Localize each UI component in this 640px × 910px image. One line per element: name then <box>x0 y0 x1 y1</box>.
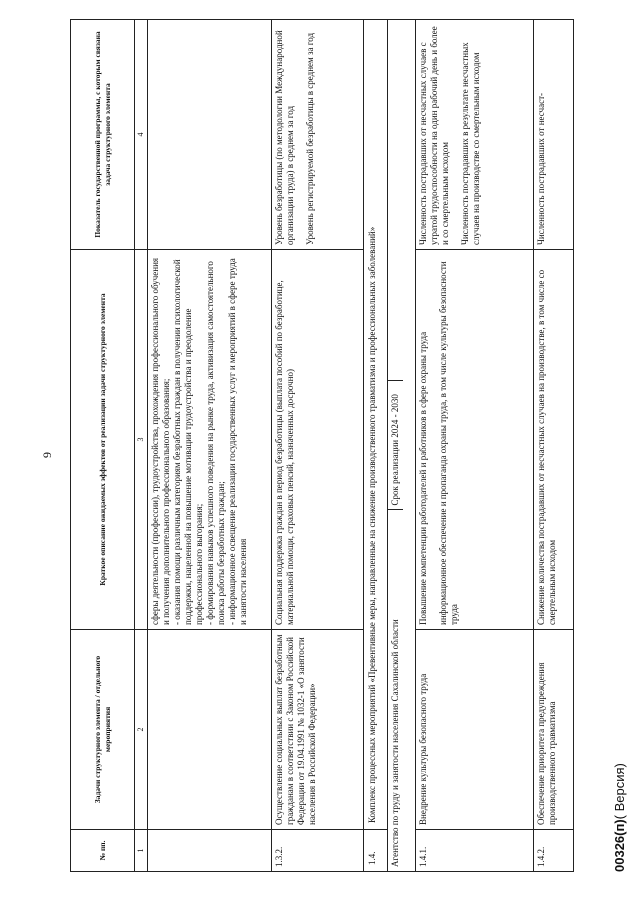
doc-code: 00326(п) <box>612 819 627 872</box>
task-text: Осуществление социальных выплат безработным гражданам в соответствии с Законом Российской Федерации от 19.04.1991 № 1032-1 «О занятости населения в Российской Федерации» <box>271 630 363 830</box>
program-table <box>70 19 574 872</box>
agency-row <box>387 20 415 872</box>
effect-text: информационное обеспечение и пропаганда охраны труда, в том числе культуры безопасности труда <box>437 261 459 625</box>
effect-text: сферы деятельности (профессии), трудоустройства, прохождения профессионального обучения и получения дополнительного профессионального образования; <box>149 257 171 625</box>
agency-cell <box>387 20 415 872</box>
colnum-1: 1 <box>135 830 148 872</box>
task-cell <box>147 630 271 830</box>
indicator-text: Уровень безработицы (по методологии Международной организации труда) в среднем за год <box>273 30 295 245</box>
effect-text: - информационное освещение реализации государственных услуг и мероприятий в сфере труда и занятости населения <box>226 258 248 625</box>
effect-text: - оказания помощи различным категориям безработных граждан в получении психологической поддержки, нацеленной на повышение мотивации трудоустройства и преодоление профессионального выгорания; <box>171 259 204 625</box>
indicator-text: Численность пострадавших от несчаст- <box>533 20 573 250</box>
effect-text: Социальная поддержка граждан в период безработицы (выплата пособий по безработице, материальной помощи, страховых пенсий, назначенных досрочно) <box>271 250 363 630</box>
effect-cell <box>147 250 271 630</box>
effect-text: - формирования навыков успешного поведения на рынке труда, активизация самостоятельного поиска работы безработных граждан; <box>204 261 226 625</box>
effect-text: Снижение количества пострадавших от несчастных случаев на производстве, в том числе со смертельным исходом <box>533 250 573 630</box>
table-row <box>533 20 573 872</box>
row-number: 1.4.1. <box>415 830 533 872</box>
section-title: Комплекс процессных мероприятий «Превентивные меры, направленные на снижение производственного травматизма и профессиональных заболеваний» <box>363 20 387 830</box>
indicator-text: Численность пострадавших от несчастных случаев с утратой трудоспособности на один рабочий день и более и со смертельным исходом <box>417 26 450 245</box>
indicator-text: Уровень регистрируемой безработицы в среднем за год <box>304 32 315 245</box>
section-row <box>363 20 387 872</box>
document-id <box>612 763 627 872</box>
task-text: Обеспечение приоритета предупреждения производственного травматизма <box>533 630 573 830</box>
task-text: Внедрение культуры безопасного труда <box>415 630 533 830</box>
header-effects: Краткое описание ожидаемых эффектов от реализации задачи структурного элемента <box>71 250 135 630</box>
implementation-term: Срок реализации 2024 - 2030 <box>388 381 403 511</box>
colnum-4: 4 <box>135 20 148 250</box>
agency-name: Агентство по труду и занятости населения Сахалинской области <box>389 619 400 867</box>
page-number: 9 <box>40 452 54 458</box>
header-task: Задачи структурного элемента / отдельного мероприятия <box>71 630 135 830</box>
header-number: № пп. <box>71 830 135 872</box>
indicator-cell <box>271 20 363 250</box>
column-number-row <box>135 20 148 872</box>
colnum-2: 2 <box>135 630 148 830</box>
table-row <box>415 20 533 872</box>
row-number: 1.3.2. <box>271 830 363 872</box>
effect-text: Повышение компетенции работодателей и работников в сфере охраны труда <box>417 331 428 625</box>
indicator-cell <box>415 20 533 250</box>
header-indicator: Показатель государственной программы, с которым связана задача структурного элемента <box>71 20 135 250</box>
indicator-cell <box>147 20 271 250</box>
row-number-cell <box>147 830 271 872</box>
colnum-3: 3 <box>135 250 148 630</box>
doc-version: ( Версия) <box>612 763 627 820</box>
row-number: 1.4.2. <box>533 830 573 872</box>
table-row <box>147 20 271 872</box>
row-number: 1.4. <box>363 830 387 872</box>
header-row <box>71 20 135 872</box>
table-row <box>271 20 363 872</box>
indicator-text: Численность пострадавших в результате несчастных случаев на производстве со смертельным исходом <box>459 42 481 245</box>
effect-cell <box>415 250 533 630</box>
